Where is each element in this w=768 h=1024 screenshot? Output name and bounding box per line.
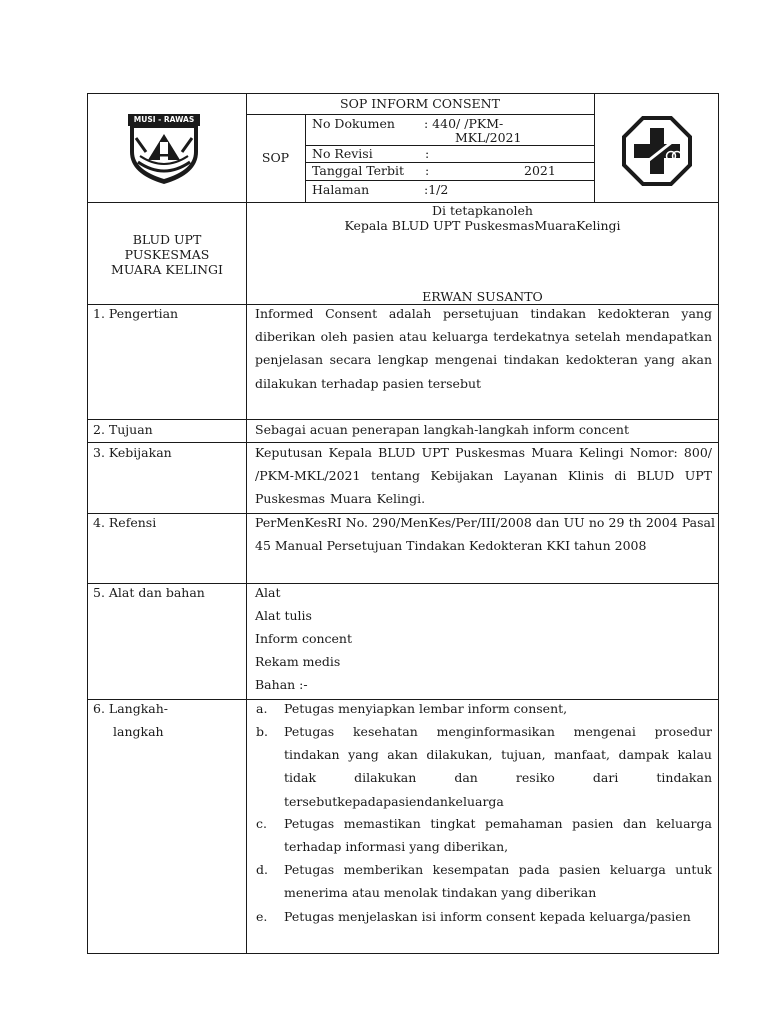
meta-line-3 [305,180,594,181]
alat-item: Bahan :- [255,677,308,692]
step-text: Petugas menjelaskan isi inform consent kepada keluarga/pasien [284,909,691,924]
tujuan-text: Sebagai acuan penerapan langkah-langkah inform concent [255,422,629,437]
org-name-line-2: PUSKESMAS [124,247,210,262]
tanggal-terbit-label: Tanggal Terbit [312,163,405,178]
step-marker: b. [256,724,268,739]
step-marker: a. [256,701,268,716]
org-name-line-3: MUARA KELINGI [111,262,223,277]
step-marker: c. [256,816,267,831]
signatory-name: ERWAN SUSANTO [422,289,543,304]
org-name-line-1: BLUD UPT [132,232,202,247]
referensi-text: PerMenKesRI No. 290/MenKes/Per/III/2008 dan UU no 29 th 2004 Pasal 45 Manual Persetujuan Tindakan Kedokteran KKI tahun 2008 [255,515,715,554]
ditetapkan-oleh: Di tetapkanoleh [432,203,533,218]
no-dokumen-value-cont: MKL/2021 [455,130,522,145]
no-revisi-label: No Revisi [312,146,373,161]
langkah-label-cont: langkah [113,724,164,739]
halaman-value: :1/2 [424,182,449,197]
step-text: Petugas memberikan kesempatan pada pasien keluarga untuk menerima atau menolak tindakan yang diberikan [284,862,712,901]
pengertian-label: 1. Pengertian [93,306,179,321]
kebijakan-label: 3. Kebijakan [93,445,172,460]
alat-label: 5. Alat dan bahan [93,585,205,600]
step-text: Petugas kesehatan menginformasikan mengenai prosedur tindakan yang akan dilakukan, tujuan, manfaat, dampak kalau tidak dilakukan dan resiko dari tindakan tersebutkepadapasiendankeluarga [284,724,712,809]
step-text: Petugas menyiapkan lembar inform consent, [284,701,568,716]
halaman-label: Halaman [312,182,370,197]
tanggal-terbit-value: 2021 [524,163,556,178]
no-dokumen-value: : 440/ /PKM- [424,116,504,131]
no-dokumen-label: No Dokumen [312,116,395,131]
tanggal-terbit-sep: : [425,163,430,178]
logo-cell-divider [594,93,595,202]
regency-logo [124,112,204,186]
step-marker: e. [256,909,268,924]
no-revisi-value: : [425,146,430,161]
pengertian-text: Informed Consent adalah persetujuan tindakan kedokteran yang diberikan oleh pasien atau keluarga terdekatnya setelah mendapatkan penjelasan secara lengkap mengenai tindakan kedokteran yang akan dilakukan terhadap pasien tersebut [255,306,712,391]
table-border-right [718,93,719,954]
alat-item: Alat tulis [255,608,312,623]
title-underline [246,114,594,115]
logo-banner: MUSI - RAWAS [128,114,200,126]
step-marker: d. [256,862,268,877]
puskesmas-cross-icon [622,116,692,186]
table-border-bottom [87,953,719,954]
kebijakan-text: Keputusan Kepala BLUD UPT Puskesmas Muara Kelingi Nomor: 800/ /PKM-MKL/2021 tentang Kebijakan Layanan Klinis di BLUD UPT Puskesmas Muara Kelingi. [255,445,712,507]
step-text: Petugas memastikan tingkat pemahaman pasien dan keluarga terhadap informasi yang diberikan, [284,816,712,855]
langkah-label: 6. Langkah- [93,701,169,716]
sop-cell-divider [305,114,306,202]
sop-label: SOP [261,150,290,165]
referensi-label: 4. Refensi [93,515,157,530]
kepala-puskesmas: Kepala BLUD UPT PuskesmasMuaraKelingi [344,218,621,233]
alat-item: Inform concent [255,631,352,646]
tujuan-label: 2. Tujuan [93,422,153,437]
document-title: SOP INFORM CONSENT [340,96,500,111]
puskesmas-logo [622,116,692,186]
alat-item: Alat [255,585,281,600]
table-border-left [87,93,88,954]
alat-item: Rekam medis [255,654,341,669]
